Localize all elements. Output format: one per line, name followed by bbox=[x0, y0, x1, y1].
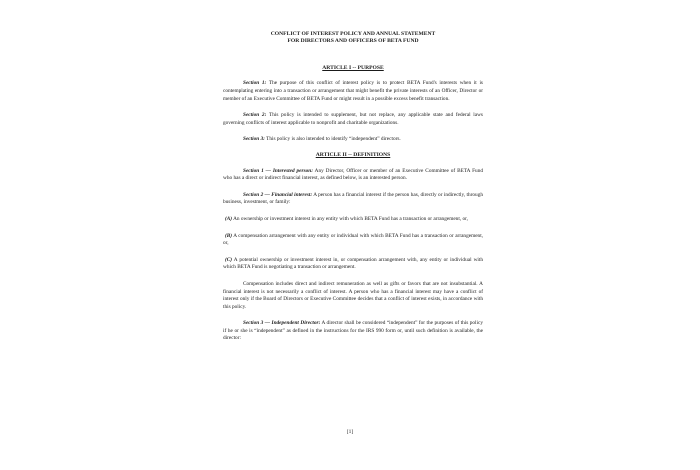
document-body bbox=[223, 31, 483, 352]
section-text: This policy is intended to supplement, but not replace, any applicable state and federal laws governing conflicts of interest applicable to nonprofit and charitable organizations. bbox=[223, 112, 483, 126]
item-label: (B) bbox=[225, 232, 233, 239]
article-2-section-1 bbox=[223, 168, 483, 183]
section-label: Section 1: bbox=[243, 80, 267, 87]
item-text: A potential ownership or investment interest in, or compensation arrangement with, any entity or individual with which BETA Fund is negotiating a transaction or arrangement. bbox=[223, 256, 483, 271]
section-text: Any Director, Officer or member of an Executive Committee of BETA Fund who has a direct or indirect financial interest, as defined below, is an interested person. bbox=[223, 167, 483, 182]
title-line-1: CONFLICT OF INTEREST POLICY AND ANNUAL STATEMENT bbox=[270, 31, 436, 37]
financial-interest-item-b bbox=[223, 233, 483, 248]
title-line-2: FOR DIRECTORS AND OFFICERS OF BETA FUND bbox=[287, 38, 419, 45]
article-1-section-2 bbox=[223, 112, 483, 127]
article-2-section-3 bbox=[223, 320, 483, 343]
document-title bbox=[223, 31, 483, 46]
item-text: A compensation arrangement with any entity or individual with which BETA Fund has a transaction or arrangement, or, bbox=[223, 232, 483, 247]
section-text: This policy is also intended to identify “independent” directors. bbox=[264, 136, 401, 143]
item-text: An ownership or investment interest in any entity with which BETA Fund has a transaction or arrangement, or, bbox=[232, 215, 468, 222]
article-2-heading: ARTICLE II -- DEFINITIONS bbox=[315, 151, 391, 158]
page-number: [1] bbox=[346, 429, 354, 435]
section-text: A director shall be considered “independent” for the purposes of this policy if he or she is “independent” as defined in the instructions for the IRS 990 form or, until such definition is available, the director: bbox=[223, 320, 483, 342]
financial-interest-item-a bbox=[223, 216, 483, 224]
article-1-section-1 bbox=[223, 80, 483, 103]
section-label: Section 2: bbox=[243, 112, 267, 119]
financial-interest-item-c bbox=[223, 257, 483, 272]
compensation-paragraph: Compensation includes direct and indirect remuneration as well as gifts or favors that are not insubstantial. A financial interest is not necessarily a conflict of interest. A person who has a financial interest may have a conflict of interest only if the Board of Directors or Executive Committee decides that a conflict of interest exists, in accordance with this policy. bbox=[223, 280, 483, 310]
item-label: (C) bbox=[225, 256, 233, 263]
section-label: Section 1 — Interested person: bbox=[243, 167, 314, 174]
item-label: (A) bbox=[225, 215, 233, 222]
article-2-section-2 bbox=[223, 192, 483, 207]
section-text: The purpose of this conflict of interest policy is to protect BETA Fund's interests when it is contemplating entering into a transaction or arrangement that might benefit the private interests of an Officer, Director or member of an Executive Committee of BETA Fund or might result in a possible excess benefit transaction. bbox=[223, 80, 483, 102]
section-label: Section 3 — Independent Director: bbox=[243, 320, 321, 327]
section-text: A person has a financial interest if the person has, directly or indirectly, through business, investment, or family: bbox=[223, 191, 483, 206]
article-1-heading: ARTICLE I -- PURPOSE bbox=[322, 64, 384, 71]
article-1-section-3 bbox=[223, 136, 483, 144]
section-label: Section 3: bbox=[243, 136, 265, 143]
section-label: Section 2 — Financial interest: bbox=[243, 191, 313, 198]
